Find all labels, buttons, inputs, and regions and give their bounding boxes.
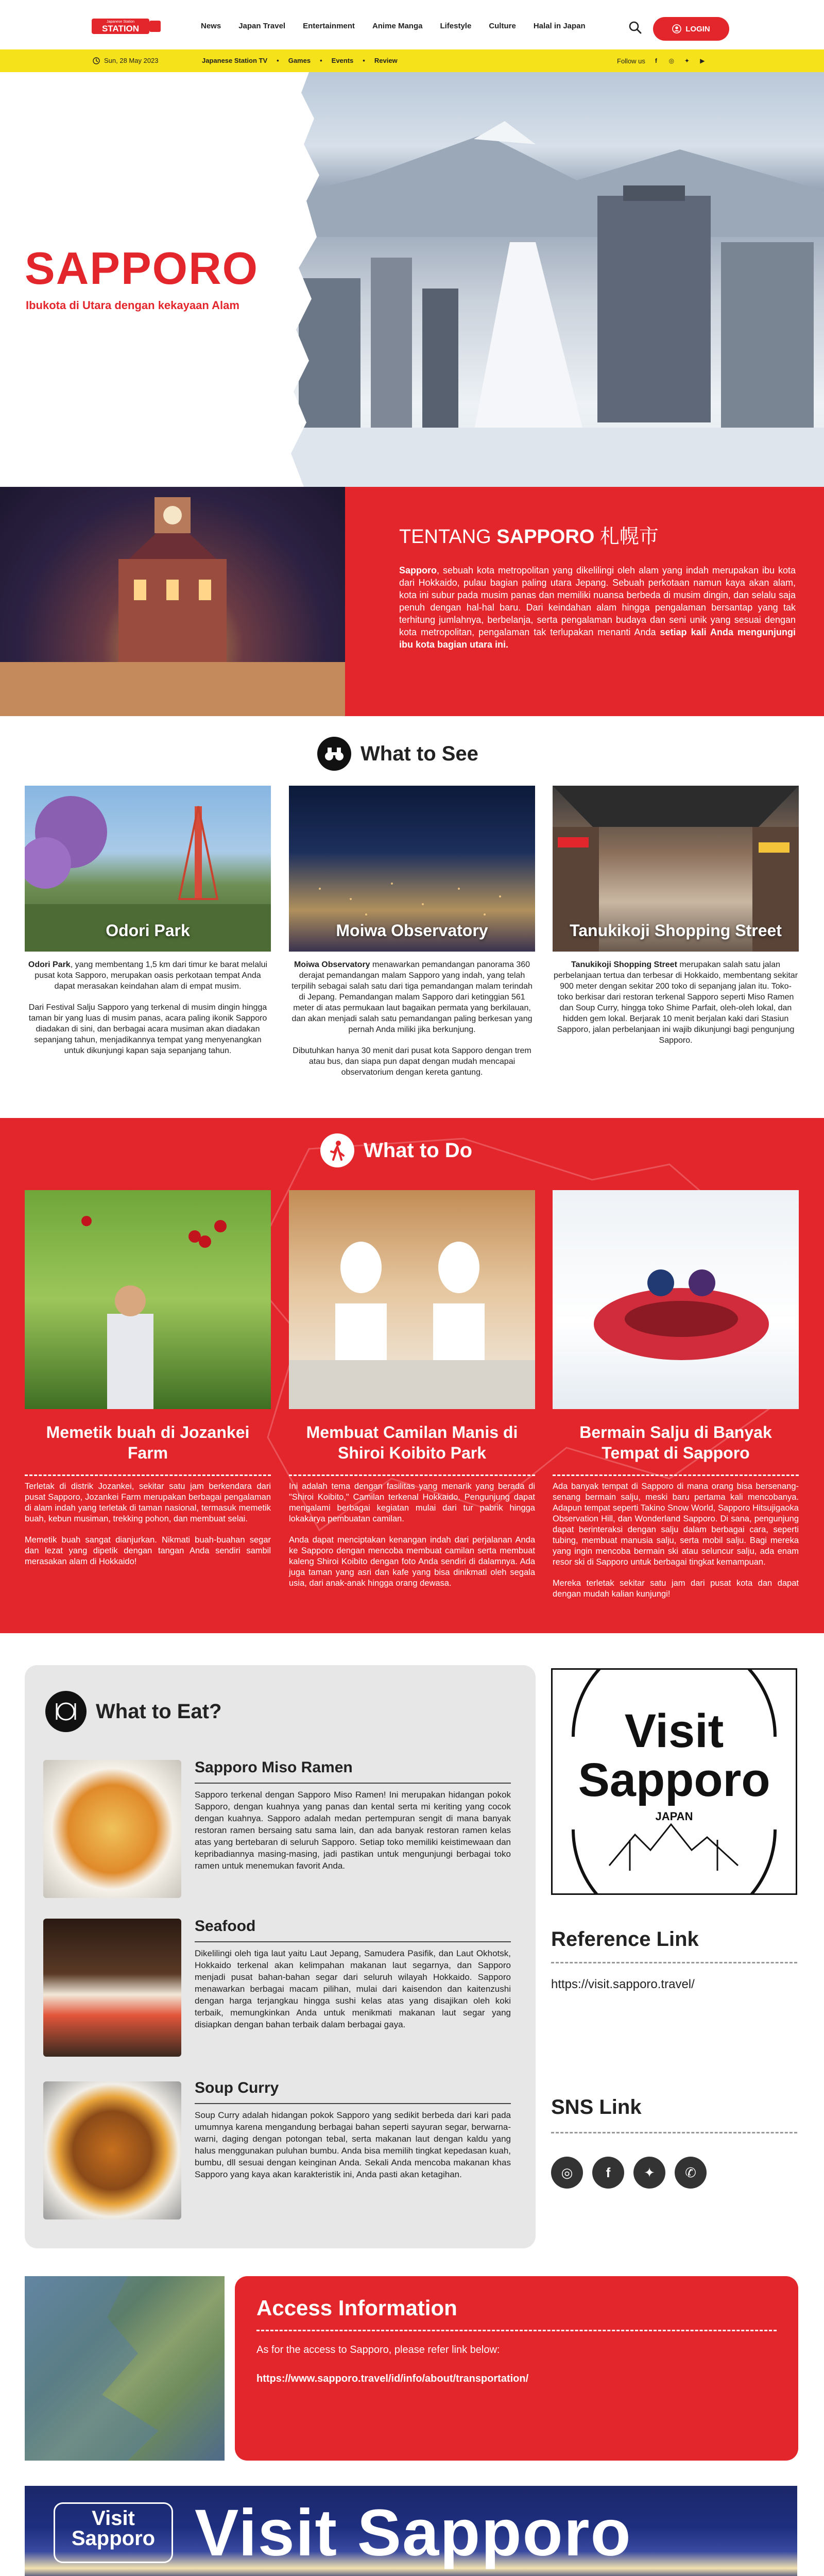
what-to-see-title: What to See [360,742,478,765]
odori-p1 [25,959,271,992]
clock-tower-image [0,487,345,716]
facebook-icon[interactable]: f [655,57,657,64]
subnav-dot: • [320,57,322,64]
odori-p1-text: , yang membentang 1,5 km dari timur ke barat melalui pusat kota Sapporo, merupakan oasis perkotaan tempat Anda dapat merasakan keindahan alam di empat musim. [35,960,268,991]
what-to-do-title: What to Do [364,1139,473,1162]
moiwa-text [289,959,535,1088]
about-end: setiap kali Anda mengunjungi ibu kota bagian utara ini. [399,627,796,650]
site-logo[interactable] [92,15,164,37]
nav-news[interactable]: News [201,22,221,30]
reference-link-title: Reference Link [551,1928,699,1951]
binoculars-icon [317,737,351,771]
divider [553,1475,799,1476]
divider [551,2132,797,2133]
what-to-see-heading [317,737,478,771]
login-label: LOGIN [685,24,710,33]
hero-section [0,72,824,487]
whatsapp-icon[interactable]: ✆ [675,2157,707,2189]
follow-us [617,56,707,65]
subnav-review[interactable]: Review [374,57,398,64]
odori-park-caption: Odori Park [106,921,190,940]
odori-park-text [25,959,271,1066]
subnav-dot: • [363,57,365,64]
logo-visit-text: Visit [624,1705,724,1757]
sns-link-title: SNS Link [551,2096,642,2119]
divider [25,1475,271,1476]
about-heading [399,520,659,549]
nav-japan-travel[interactable]: Japan Travel [238,22,286,30]
about-panel [345,487,824,716]
divider [195,1783,511,1784]
what-to-do-section [0,1118,824,1633]
login-button[interactable] [653,17,729,41]
nav-halal[interactable]: Halal in Japan [533,22,586,30]
jozankei-caption: Memetik buah di Jozankei Farm [46,1423,250,1462]
clock-icon [93,57,100,64]
nav-anime-manga[interactable]: Anime Manga [372,22,423,30]
about-text [399,564,796,651]
subnav-games[interactable]: Games [288,57,311,64]
subnav-events[interactable]: Events [331,57,354,64]
tanukikoji-p1-text: merupakan salah satu jalan perbelanjaan tertua dan terbesar di Hokkaido, membentang sekitar 900 meter dengan sekitar 200 toko di sepanjang jalan itu. Toko-toko berkisar dari restoran terkenal Sapporo seperti Miso Ramen dan Soup Curry, hingga toko Shime Parfait, oleh-oleh lokal, dan hidden gem lokal. Berjarak 10 menit berjalan kaki dari Stasiun Sapporo, jalan perbelanjaan ini wajib dikunjungi bagi pengunjung Sapporo. [553,960,798,1045]
about-lead: Sapporo [399,565,437,575]
tanukikoji-text [553,959,799,1056]
shiroi-koibito-image[interactable] [289,1190,535,1409]
tanukikoji-bold: Tanukikoji Shopping Street [571,960,677,969]
snow-play-text [553,1481,799,1610]
cutlery-icon [45,1691,87,1732]
divider [195,2103,511,2104]
what-to-do-heading [320,1133,472,1167]
what-to-eat-title: What to Eat? [96,1700,222,1723]
access-map[interactable] [25,2276,225,2461]
follow-label: Follow us [617,57,645,65]
what-to-eat-panel [25,1665,536,2248]
instagram-icon[interactable]: ◎ [668,57,675,64]
divider [289,1475,535,1476]
seafood-text: Dikelilingi oleh tiga laut yaitu Laut Jepang, Samudera Pasifik, dan Laut Okhotsk, Hokkaido terkenal akan kelimpahan makanan laut segarnya, dan Sapporo menjadi pusat bahan-bahan segar dari seluruh wilayah Hokkaido. Sapporo menawarkan berbagai macam pilihan, mulai dari kaisendon dan kaitenzushi dengan harga terjangkau hingga sushi kelas atas yang disajikan oleh koki terbaik, memungkinkan Anda untuk menikmati makanan laut segar yang disiapkan dengan bahan terbaik dalam berbagai gaya. [195,1948,511,2029]
odori-bold: Odori Park [28,960,71,969]
hero-title: SAPPORO [25,243,259,294]
jozankei-farm-image[interactable] [25,1190,271,1409]
about-section [0,487,824,716]
logo-sapporo-text: Sapporo [578,1754,770,1806]
jozankei-text [25,1481,271,1578]
date-text: Sun, 28 May 2023 [104,57,159,64]
nav-entertainment[interactable]: Entertainment [303,22,355,30]
seafood-title: Seafood [195,1918,256,1935]
banner-logo [54,2502,173,2563]
banner-title: Visit Sapporo [195,2496,632,2570]
about-body: , sebuah kota metropolitan yang dikelilingi oleh alam yang indah merupakan ibu kota dari Hokkaido, pulau bagian paling utara Jepang. Sebuah perkotaan namun kaya akan alam, kota ini subur pada musim panas dan memiliki nuansa berbeda di musim dingin, dan selalu saja penuh dengan hal-hal baru. Dari keindahan alam hingga pengalaman bersantap yang tak terhitung jumlahnya, berbelanja, serta pengalaman budaya dan seni unik yang sesuai dengan kota metropolitan, pengalaman tak terlupakan menanti Anda [399,565,796,637]
subnav-dot: • [277,57,279,64]
snow-play-caption: Bermain Salju di Banyak Tempat di Sapporo [579,1423,772,1462]
tanukikoji-caption: Tanukikoji Shopping Street [570,921,782,940]
miso-ramen-text: Sapporo terkenal dengan Sapporo Miso Ramen! Ini merupakan hidangan pokok Sapporo, dengan kuahnya yang panas dan kental serta mi keriting yang cocok dengan kuahnya. Sapporo adalah medan pertempuran sengit di mana banyak restoran ramen bersaing satu sama lain, dan ada banyak restoran ramen kelas atas yang bertebaran di seluruh Sapporo. Setiap toko memiliki keistimewaan dan kepribadiannya masing-masing, jadi pastikan untuk mengunjungi berbagai toko ramen untuk menemukan favorit Anda. [195,1790,511,1871]
logo-top-text: Japanese Station [106,20,135,24]
access-link[interactable]: https://www.sapporo.travel/id/info/about/transportation/ [256,2373,529,2384]
hero-city-image [268,72,824,487]
hero-subtitle: Ibukota di Utara dengan kekayaan Alam [26,299,239,312]
moiwa-bold: Moiwa Observatory [294,960,370,969]
divider [195,1941,511,1942]
miso-ramen-title: Sapporo Miso Ramen [195,1759,353,1776]
odori-park-card[interactable] [25,786,271,952]
soup-curry-title: Soup Curry [195,2079,279,2096]
search-icon[interactable] [628,21,642,34]
tanukikoji-p1 [553,959,799,1046]
shiroi-koibito-caption: Membuat Camilan Manis di Shiroi Koibito Park [306,1423,518,1462]
miso-ramen-image [43,1760,181,1898]
youtube-icon[interactable]: ▶ [700,57,705,64]
soup-curry-image [43,2081,181,2219]
twitter-icon[interactable]: ✦ [633,2157,665,2189]
jozankei-p1: Terletak di distrik Jozankei, sekitar satu jam berkendara dari pusat Sapporo, Jozankei Farm merupakan berbagai pengalaman di alam indah yang terletak di taman nasional, termasuk memetik buah, kebun musiman, trekking pohon, dan membuat selai. [25,1482,271,1523]
subnav-tv[interactable]: Japanese Station TV [202,57,268,64]
shiroi-koibito-text [289,1481,535,1599]
access-panel [235,2276,798,2461]
snow-p1: Ada banyak tempat di Sapporo di mana orang bisa bersenang-senang bermain salju, meski baru pertama kali mencobanya. Adapun tempat seperti Takino Snow World, Sapporo Hitsujigaoka Observation Hill, dan Wonderland Sapporo. Di sana, pengunjung dapat berinteraksi dengan salju dalam berbagai cara, seperti tubing, membuat manusia salju, serta mobil salju. Bagi mereka yang ingin mencoba bermain ski atau seluncur salju, ada enam resor ski di Sapporo untuk berbagai tingkat kemampuan. [553,1482,799,1567]
access-title: Access Information [256,2296,457,2320]
moiwa-p1 [289,959,535,1035]
moiwa-p2: Dibutuhkan hanya 30 menit dari pusat kota Sapporo dengan trem atau bus, dan siapa pun dapat dengan mudah mencapai observatorium dengan kereta gantung. [293,1046,531,1077]
moiwa-p1-text: menawarkan pemandangan panorama 360 derajat pemandangan malam Sapporo yang indah, yang telah terpilih sebagai salah satu dari tiga pemandangan malam terindah di Jepang. Pemandangan malam Sapporo dari ketinggian 561 meter di atas permukaan laut bagaikan permata yang berkilauan, dan akan menjadi salah satu pemandangan paling berkesan yang pernah Anda miliki jika berkunjung. [291,960,533,1034]
divider [551,1962,797,1963]
odori-p2: Dari Festival Salju Sapporo yang terkenal di musim dingin hingga taman bir yang luas di musim panas, acara paling ikonik Sapporo diadakan di sini, dan berbagai acara musiman akan diadakan sepanjang tahun, menjadikannya tempat yang menyenangkan untuk dikunjungi kapan saja sepanjang tahun. [28,1003,267,1055]
reference-link[interactable]: https://visit.sapporo.travel/ [551,1977,695,1991]
moiwa-observatory-caption: Moiwa Observatory [336,921,488,940]
site-header [0,0,824,49]
banner-logo-visit: Visit [92,2507,135,2530]
about-heading-bold: SAPPORO [496,526,595,548]
main-nav [201,22,586,30]
visit-sapporo-banner[interactable] [25,2486,797,2576]
twitter-icon[interactable]: ✦ [684,57,690,64]
tanukikoji-card[interactable] [553,786,799,952]
sub-bar [0,49,824,72]
access-text: As for the access to Sapporo, please refer link below: [256,2344,500,2355]
sub-nav [202,57,398,64]
about-heading-prefix: TENTANG [399,526,497,548]
banner-logo-sapporo: Sapporo [71,2527,156,2550]
what-to-eat-heading [45,1691,221,1732]
moiwa-observatory-card[interactable] [289,786,535,952]
instagram-icon[interactable]: ◎ [551,2157,583,2189]
soup-curry-text: Soup Curry adalah hidangan pokok Sapporo yang sedikit berbeda dari kari pada umumnya karena mengandung berbagai bahan seperti sayuran segar, berwarna-warni, daging dengan potongan tebal, serta makanan laut dengan kaldu yang halus menggunakan puluhan bumbu. Anda bisa memilih tingkat kepedasan kuah, bumbu, dll sesuai dengan keinginan Anda. Sekali Anda mencoba makanan khas Sapporo yang kaya akan karakteristik ini, Anda pasti akan ketagihan. [195,2110,511,2179]
logo-japan-text: JAPAN [655,1810,693,1823]
seafood-image [43,1919,181,2057]
sns-icons [551,2157,707,2189]
visit-sapporo-logo[interactable] [551,1668,797,1895]
jozankei-p2: Memetik buah sangat dianjurkan. Nikmati buah-buahan segar dan lezat yang dipetik dengan tangan Anda sendiri sambil merasakan alam di Hokkaido! [25,1535,271,1566]
divider [256,2330,777,2331]
snow-p2: Mereka terletak sekitar satu jam dari pusat kota dan dapat dengan mudah kalian kunjungi! [553,1579,799,1599]
facebook-icon[interactable]: f [592,2157,624,2189]
logo-main-text: STATION [101,24,140,33]
shiroi-p1: Ini adalah tema dengan fasilitas yang menarik yang berada di "Shiroi Koibito," Camilan terkenal Hokkaido. Pengunjung dapat mengalami berbagai kegiatan mulai dari tur pabrik hingga lokakarya pembuatan camilan. [289,1482,535,1523]
running-person-icon [320,1133,354,1167]
shiroi-p2: Anda dapat menciptakan kenangan indah dari perjalanan Anda ke Sapporo dengan mencoba membuat camilan serta membuat kaleng Shiroi Koibito dengan foto Anda sendiri di dalamnya. Ada juga taman yang asri dan kafe yang bisa dinikmati oleh segala usia, dari anak-anak hingga orang dewasa. [289,1535,535,1588]
snow-play-image[interactable] [553,1190,799,1409]
date-display [93,57,159,64]
nav-culture[interactable]: Culture [489,22,516,30]
nav-lifestyle[interactable]: Lifestyle [440,22,472,30]
about-heading-jp: 札幌市 [594,526,659,548]
user-icon [672,24,681,33]
